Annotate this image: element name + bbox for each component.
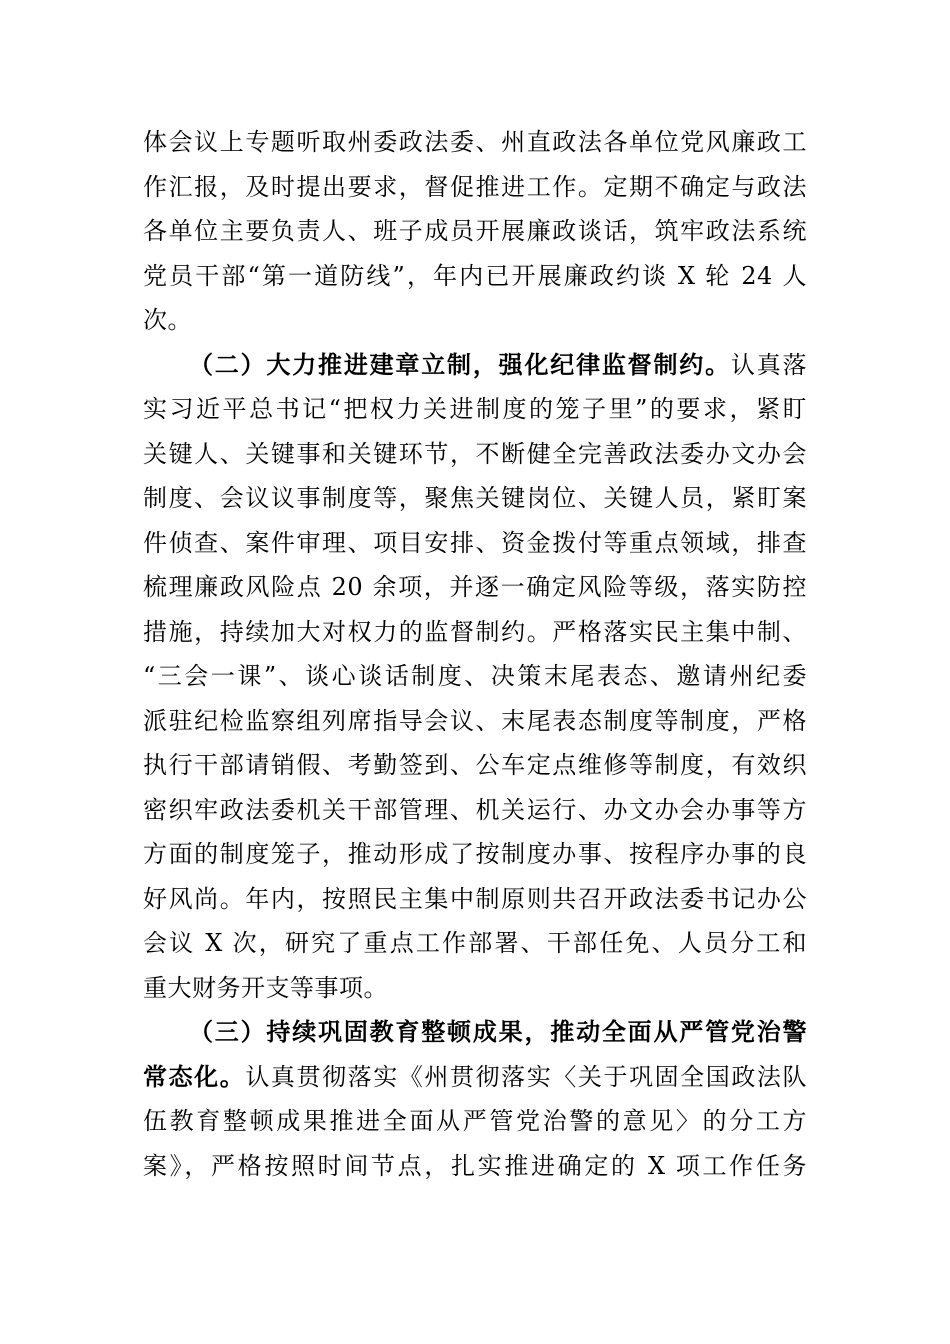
text-line: 实习近平总书记“把权力关进制度的笼子里”的要求，紧盯 [143, 395, 807, 423]
section-3-heading-end: 常态化。 [143, 1061, 246, 1091]
text-line: 件侦查、案件审理、项目安排、资金拨付等重点领域，排查 [143, 528, 807, 557]
text-line: 体会议上专题听取州委政法委、州直政法各单位党风廉政工 [143, 128, 807, 156]
text-line: 各单位主要负责人、班子成员开展廉政谈话，筑牢政法系统 [143, 217, 807, 245]
section-3-second-line-text: 认真贯彻落实《州贯彻落实〈关于巩固全国政法队 [245, 1062, 808, 1091]
text-line: 重大财务开支等事项。 [143, 973, 388, 1002]
text-line: 伍教育整顿成果推进全面从严管党治警的意见〉的分工方 [143, 1107, 807, 1135]
text-line: 关键人、关键事和关键环节，不断健全完善政法委办文办会 [143, 439, 807, 468]
section-2-heading: （二）大力推进建章立制，强化纪律监督制约。 [189, 349, 731, 379]
text-line: “三会一课”、谈心谈话制度、决策末尾表态、邀请州纪委 [143, 662, 807, 690]
text-line: 方面的制度笼子，推动形成了按制度办事、按程序办事的良 [143, 840, 807, 868]
text-line: 制度、会议议事制度等，聚焦关键岗位、关键人员，紧盯案 [143, 484, 807, 512]
document-page [143, 120, 807, 1188]
text-line: 执行干部请销假、考勤签到、公车定点维修等制度，有效织 [143, 751, 807, 779]
text-line: 作汇报，及时提出要求，督促推进工作。定期不确定与政法 [143, 172, 807, 201]
text-line: 派驻纪检监察组列席指导会议、末尾表态制度等制度，严格 [143, 706, 807, 735]
section-3-paragraph [143, 1010, 807, 1188]
paragraph-meeting-oversight [143, 120, 807, 343]
text-line: 党员干部“第一道防线”，年内已开展廉政约谈 X 轮 24 人 [143, 261, 807, 290]
text-line: 案》，严格按照时间节点，扎实推进确定的 X 项工作任务 [143, 1151, 807, 1180]
text-line: 会议 X 次，研究了重点工作部署、干部任免、人员分工和 [143, 929, 807, 957]
section-2-paragraph [143, 343, 807, 1011]
section-3-second-line [143, 1055, 807, 1100]
text-line: 梳理廉政风险点 20 余项，并逐一确定风险等级，落实防控 [143, 573, 807, 601]
section-3-heading: （三）持续巩固教育整顿成果，推动全面从严管党治警 [189, 1017, 807, 1046]
section-2-first-line [143, 343, 807, 388]
text-line: 措施，持续加大对权力的监督制约。严格落实民主集中制、 [143, 617, 807, 646]
text-line: 次。 [143, 306, 192, 334]
section-2-first-line-text: 认真落 [730, 350, 807, 379]
text-line: 密织牢政法委机关干部管理、机关运行、办文办会办事等方 [143, 795, 807, 824]
text-line: 好风尚。年内，按照民主集中制原则共召开政法委书记办公 [143, 884, 807, 913]
